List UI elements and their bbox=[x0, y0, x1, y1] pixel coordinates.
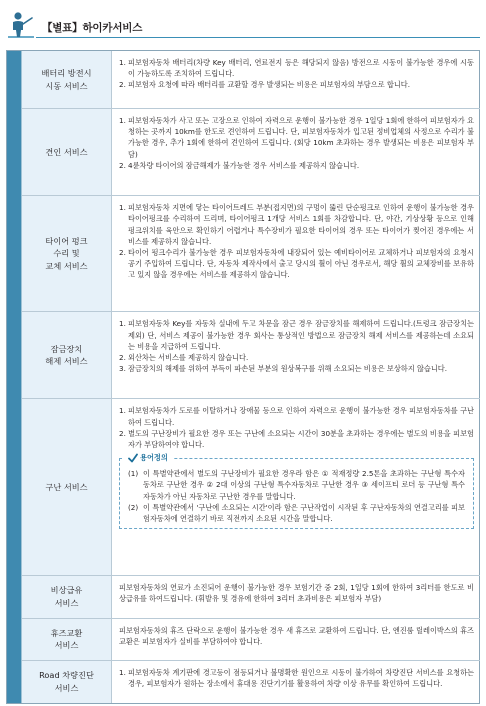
definition-tab-label: 용어정의 bbox=[140, 453, 168, 463]
list-item: 2. 외산차는 서비스를 제공하지 않습니다. bbox=[119, 352, 249, 362]
definition-content bbox=[119, 458, 474, 529]
table-side-strip bbox=[7, 51, 21, 703]
definition-item: (2) 이 특별약관에서 '구난에 소요되는 시간'이라 함은 구난작업이 시작된 후 구난자동차의 연결고리를 피보험자동차에 연결하기 바로 직전까지 소요된 시간을 말합니다. bbox=[128, 502, 465, 524]
list-item: 1. 피보험자동차가 사고 또는 고장으로 인하여 자력으로 운행이 불가능한 경우 1일당 1회에 한하여 피보험자가 요청하는 곳까지 10km를 한도로 견인하여 드립니다. 단, 피보험자동차가 입고된 정비업체의 사정으로 수리가 불가능한 경우, 추가 1회에 한하여 견인하여 드립니다. (회당 10km 초과하는 경우 발생되는 비용은 피보험자 부담) bbox=[119, 116, 474, 159]
list-item: 1. 피보험자동차가 도로를 이탈하거나 장애물 등으로 인하여 자력으로 운행이 불가능한 경우 피보험자동차를 구난하여 드립니다. bbox=[119, 406, 474, 427]
row-label bbox=[22, 109, 112, 195]
service-table bbox=[6, 50, 480, 704]
row-label-line: 잠금장치 bbox=[50, 343, 83, 354]
row-label bbox=[22, 661, 112, 703]
page-header bbox=[0, 0, 486, 46]
checkmark-icon bbox=[128, 453, 138, 463]
row-label-line: Road 차량진단 bbox=[39, 670, 94, 681]
row-label-line: 비상급유 bbox=[50, 585, 83, 596]
table-row-diagnostics bbox=[22, 661, 480, 703]
row-label bbox=[22, 399, 112, 575]
row-content bbox=[113, 51, 480, 108]
list-item: 3. 잠금장치의 해제를 위하여 부득이 파손된 부분의 원상복구를 위해 소요되는 비용은 보상하지 않습니다. bbox=[119, 364, 448, 374]
row-content bbox=[113, 661, 480, 703]
row-label-line: 교체 서비스 bbox=[45, 260, 88, 271]
row-text: 피보험자동차의 휴즈 단락으로 운행이 불가능한 경우 새 휴즈로 교환하여 드립니다. 단, 엔진룸 릴레이박스의 휴즈 교환은 피보험자가 실비를 부담하여야 합니다. bbox=[119, 625, 474, 646]
row-content bbox=[113, 399, 480, 575]
table-row-battery bbox=[22, 51, 480, 109]
row-content bbox=[113, 109, 480, 195]
row-label bbox=[22, 196, 112, 311]
definition-tab bbox=[123, 451, 174, 464]
row-label-line: 구난 서비스 bbox=[45, 482, 88, 493]
row-content bbox=[113, 312, 480, 398]
table-row-fuel bbox=[22, 576, 480, 618]
row-label-line: 타이어 펑크 bbox=[45, 235, 88, 246]
row-label bbox=[22, 51, 112, 108]
row-label-line: 시동 서비스 bbox=[45, 80, 88, 91]
row-label-line: 서비스 bbox=[54, 640, 79, 651]
row-content bbox=[113, 619, 480, 660]
table-row-fuse bbox=[22, 619, 480, 661]
row-label bbox=[22, 576, 112, 617]
list-item: 1. 피보험자동차 계기판에 경고등이 점등되거나 불명확한 원인으로 시동이 불가하여 차량진단 서비스를 요청하는 경우, 피보험자가 원하는 장소에서 휴대용 진단기기를 활용하여 차량 이상 유무를 확인하여 드립니다. bbox=[119, 667, 474, 688]
row-label-line: 수리 및 bbox=[53, 248, 80, 259]
list-item: 2. 피보험자 요청에 따라 배터리를 교환할 경우 발생되는 비용은 피보험자의 부담으로 합니다. bbox=[119, 80, 411, 90]
row-label bbox=[22, 312, 112, 398]
row-label-line: 견인 서비스 bbox=[45, 146, 88, 157]
definition-item: (1) 이 특별약관에서 별도의 구난장비가 필요한 경우라 함은 ① 적재정량 2.5톤을 초과하는 구난형 특수자동차로 구난한 경우 ② 2대 이상의 구난형 특수자동차로 구난한 경우 ③ 세이프티 로더 등 구난형 특수자동차가 아닌 자동차로 구난한 경우를 말합니다. bbox=[128, 469, 465, 501]
list-item: 1. 피보험자동차 배터리(차량 Key 배터리, 연료전지 등은 해당되지 않음) 방전으로 시동이 불가능한 경우에 시동이 가능하도록 조치하여 드립니다. bbox=[119, 58, 474, 79]
row-content bbox=[113, 576, 480, 617]
row-label-line: 서비스 bbox=[54, 597, 79, 608]
table-row-towing bbox=[22, 109, 480, 196]
header-divider bbox=[36, 37, 480, 38]
row-label-line: 해제 서비스 bbox=[45, 356, 88, 367]
table-row-lock bbox=[22, 312, 480, 399]
row-label-line: 휴즈교환 bbox=[50, 627, 83, 638]
table-row-rescue bbox=[22, 399, 480, 576]
list-item: 2. 4륜차량 타이어의 잠금해제가 불가능한 경우 서비스를 제공하지 않습니다. bbox=[119, 160, 360, 170]
row-content bbox=[113, 196, 480, 311]
list-item: 2. 타이어 펑크수리가 불가능한 경우 피보험자동차에 내장되어 있는 예비타이어로 교체하거나 피보험자의 요청시 공기 주입하여 드립니다. 단, 자동차 제작사에서 출고 당시의 휠이 아닌 경우로서, 해당 휠의 교체장비를 보유하고 있지 않을 경우에는 서비스를 제공하지 않습니다. bbox=[119, 247, 474, 280]
page-title: 【별표】하이카서비스 bbox=[42, 22, 143, 34]
table-row-tire bbox=[22, 196, 480, 312]
row-text: 피보험자동차의 연료가 소진되어 운행이 불가능한 경우 보험기간 중 2회, 1일당 1회에 한하여 3리터를 한도로 비상급유를 하여드립니다. (휘발유 및 경유에 한하여 3리터 초과비용은 피보험자 부담) bbox=[119, 583, 474, 604]
list-item: 1. 피보험자동차 Key를 자동차 실내에 두고 차문을 잠근 경우 잠금장치를 해제하여 드립니다.(트렁크 잠금장치는 제외) 단, 서비스 제공이 불가능한 경우 회사는 통상적인 방법으로 잠금장치 해제 서비스를 제공하는데 소요되는 비용을 지급하여 드립니다. bbox=[119, 319, 474, 351]
list-item: 1. 피보험자동차 지면에 닿는 타이어트레드 부분(접지면)의 구멍이 뚫린 단순펑크로 인하여 운행이 불가능한 경우 타이어펑크를 수리하여 드리며, 타이어펑크 1개당 서비스 1회를 차감합니다. 단, 야간, 기상상황 등으로 인해 펑크위치를 육안으로 확인하기 어렵거나 특수장비가 필요한 타이어의 경우 또는 타이어가 찢어진 경우에는 서비스를 제공하지 않습니다. bbox=[119, 203, 474, 246]
presenter-icon bbox=[7, 10, 35, 40]
definition-box bbox=[119, 453, 474, 529]
row-label-line: 서비스 bbox=[54, 682, 79, 693]
row-label bbox=[22, 619, 112, 660]
row-label-line: 배터리 방전시 bbox=[41, 68, 92, 79]
list-item: 2. 별도의 구난장비가 필요한 경우 또는 구난에 소요되는 시간이 30분을 초과하는 경우에는 별도의 비용을 피보험자가 부담하여야 합니다. bbox=[119, 428, 474, 450]
